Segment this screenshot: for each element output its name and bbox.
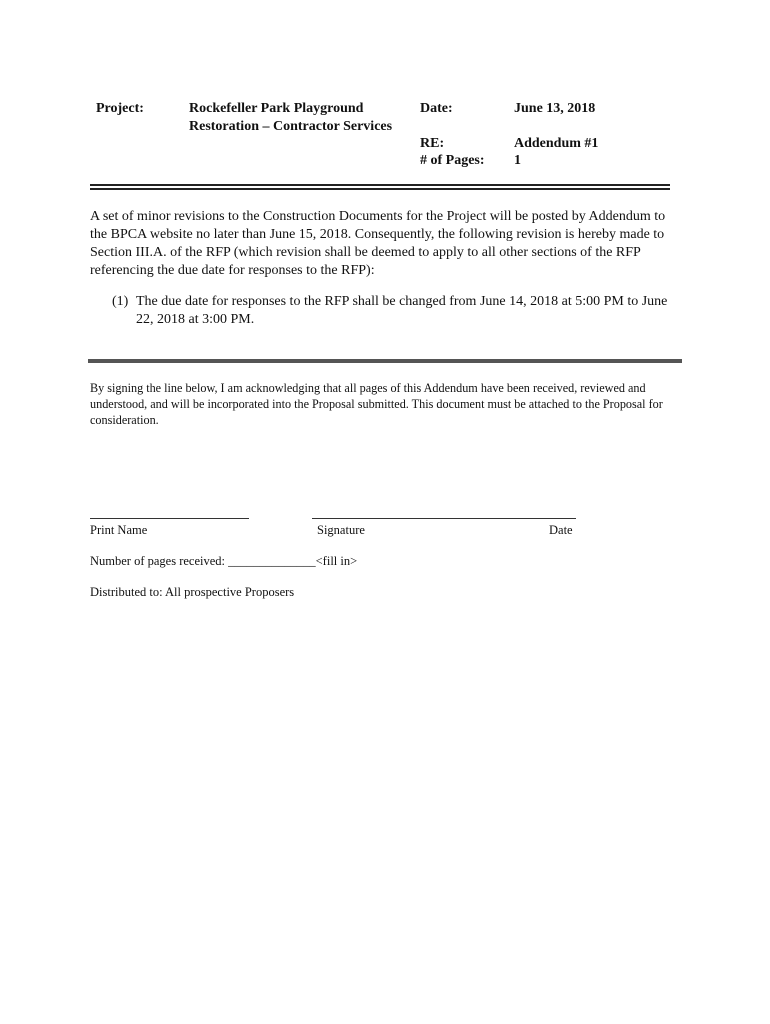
signature-label: Signature	[317, 523, 365, 537]
section-divider	[88, 359, 682, 363]
pages-received-field: Number of pages received: ______________<fill in>	[90, 554, 358, 568]
distribution-note: Distributed to: All prospective Proposers	[90, 585, 295, 599]
project-label: Project:	[96, 101, 144, 116]
header-divider	[90, 184, 670, 190]
acknowledgement-paragraph: By signing the line below, I am acknowledging that all pages of this Addendum have been received, reviewed and understood, and will be incorporated into the Proposal submitted. This document must be attached to the Proposal for consideration.	[90, 381, 663, 427]
date-label: Date:	[420, 101, 453, 116]
re-value: Addendum #1	[514, 136, 599, 151]
print-name-line[interactable]	[90, 518, 249, 519]
date-signature-label: Date	[549, 523, 573, 537]
project-name-line1: Rockefeller Park Playground	[189, 101, 364, 116]
project-name-line2: Restoration – Contractor Services	[189, 119, 393, 134]
list-item-number: (1)	[112, 294, 129, 309]
list-item-text: The due date for responses to the RFP shall be changed from June 14, 2018 at 5:00 PM to June 22, 2018 at 3:00 PM.	[136, 294, 668, 327]
signature-line[interactable]	[312, 518, 576, 519]
print-name-label: Print Name	[90, 523, 148, 537]
addendum-paragraph: A set of minor revisions to the Construction Documents for the Project will be posted by Addendum to the BPCA website no later than June 15, 2018. Consequently, the following revision is hereby made to Section III.A. of the RFP (which revision shall be deemed to apply to all other sections of the RFP referencing the due date for responses to the RFP):	[90, 209, 666, 278]
pages-value: 1	[514, 153, 521, 168]
pages-label: # of Pages:	[420, 153, 485, 168]
re-label: RE:	[420, 136, 445, 151]
date-value: June 13, 2018	[514, 101, 596, 116]
